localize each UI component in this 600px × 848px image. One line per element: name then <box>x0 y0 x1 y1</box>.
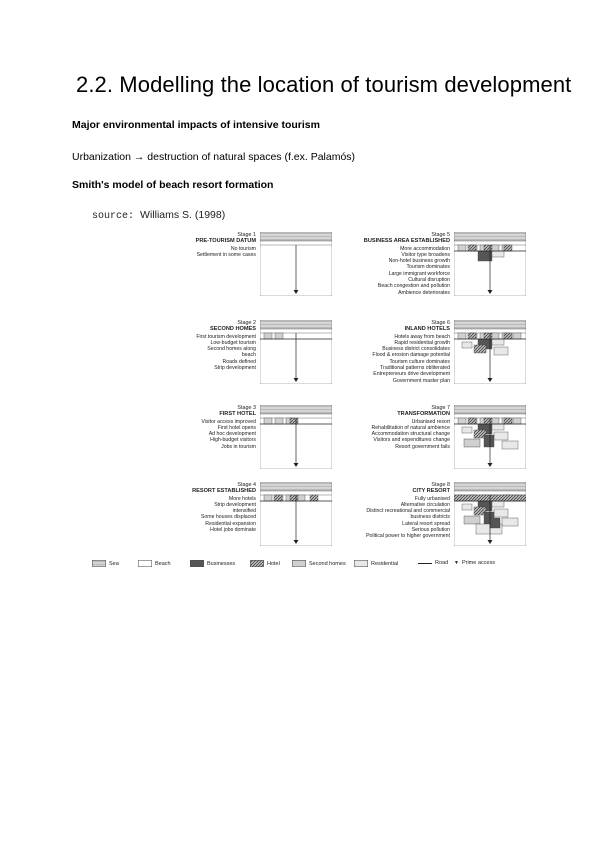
second-homes-block <box>491 333 499 339</box>
stage-line: Tourism dominates <box>406 264 450 271</box>
hotel-block <box>504 418 512 424</box>
stage-line: intensified <box>232 508 256 515</box>
section-heading-impacts: Major environmental impacts of intensive tourism <box>72 119 320 131</box>
stage-description <box>106 405 256 450</box>
stage-number: Stage 4 <box>237 482 256 488</box>
stage-map <box>454 482 526 546</box>
second-homes-block <box>491 245 499 251</box>
stage-line: Alternative circulation <box>400 501 450 508</box>
stage-line: Non-hotel business growth <box>388 258 450 265</box>
second-homes-block <box>264 495 272 501</box>
business-block <box>484 435 494 447</box>
stage-line: High-budget visitors <box>210 437 256 444</box>
residential-block <box>492 424 504 430</box>
stage-line: No tourism <box>230 245 256 252</box>
stage-description <box>300 405 450 450</box>
second-homes-block <box>458 245 466 251</box>
stage-line: Visitor access improved <box>201 418 256 425</box>
residential-block <box>462 427 472 433</box>
residential-block <box>492 251 504 257</box>
hotel-block <box>504 245 512 251</box>
figure-source <box>92 209 225 222</box>
residential-block <box>502 441 518 449</box>
stage-number: Stage 5 <box>431 232 450 238</box>
figure-legend <box>92 560 512 572</box>
stage-line: Jobs in tourism <box>221 443 256 450</box>
second-homes-block <box>275 418 283 424</box>
second-homes-block <box>491 418 499 424</box>
legend-label: Residential <box>371 560 399 567</box>
legend-item-hotel <box>250 560 280 567</box>
residential-block <box>462 504 472 510</box>
stage-line: First hotel opens <box>217 424 256 431</box>
second-homes-block <box>513 333 521 339</box>
page-title: 2.2. Modelling the location of tourism development <box>76 72 572 97</box>
legend-label: Second homes <box>309 560 346 567</box>
sea-band <box>454 232 526 241</box>
legend-label: Road <box>435 560 449 566</box>
section-heading-model: Smith's model of beach resort formation <box>72 179 274 191</box>
stage-line: Some houses displaced <box>200 514 256 521</box>
hotel-block <box>468 245 476 251</box>
stage-line: beach <box>241 352 256 359</box>
stage-line: Resort government fails <box>395 443 450 450</box>
source-value: Williams S. (1998) <box>140 209 226 221</box>
legend-label: Hotel <box>267 560 280 567</box>
residential-block <box>494 347 508 355</box>
stage-line: Tourism culture dominates <box>389 358 450 365</box>
business-block <box>490 518 500 528</box>
stage-line: Hotels away from beach <box>394 333 450 340</box>
stage-line: Roads defined <box>222 358 256 365</box>
stage-line: More hotels <box>228 495 256 502</box>
stage-line: First tourism development <box>196 333 256 340</box>
legend-item-access <box>454 560 495 566</box>
stage-number: Stage 7 <box>431 405 450 411</box>
stage-line: Residential expansion <box>205 520 256 527</box>
stage-line: business districts <box>410 514 450 521</box>
stage-line: Second homes along <box>207 346 256 353</box>
stage-number: Stage 2 <box>237 320 256 326</box>
stage-line: Business district consolidates <box>382 346 450 353</box>
residential-block <box>462 342 472 348</box>
stage-line: Visitor type broadens <box>401 251 450 258</box>
beach-band <box>454 241 526 245</box>
legend-label: Prime access <box>461 560 495 566</box>
legend-swatch: ▼ <box>454 560 459 566</box>
second-homes-block <box>464 439 480 447</box>
second-homes-block <box>458 418 466 424</box>
stage-line: Government master plan <box>392 377 450 384</box>
legend-item-beach <box>138 560 171 567</box>
stage-title: PRE-TOURISM DATUM <box>195 238 256 245</box>
stage-title: BUSINESS AREA ESTABLISHED <box>363 238 450 245</box>
beach-band <box>454 491 526 495</box>
hotel-block <box>468 333 476 339</box>
stage-line: Ambience deteriorates <box>398 289 450 296</box>
stage-description <box>300 482 450 540</box>
stage-title: INLAND HOTELS <box>404 326 450 333</box>
stage-line: Visitors and expenditures change <box>373 437 450 444</box>
stage-line: Strip development <box>214 501 256 508</box>
stage-line: Large immigrant workforce <box>388 270 450 277</box>
stage-line: Accommodation structural change <box>371 431 450 438</box>
hotel-block <box>468 418 476 424</box>
stage-number: Stage 1 <box>237 232 256 238</box>
stage-line: Entrepreneurs drive development <box>373 371 450 378</box>
legend-swatch <box>190 560 204 567</box>
stage-number: Stage 6 <box>431 320 450 326</box>
stage-map <box>454 320 526 384</box>
stage-description <box>106 232 256 258</box>
legend-item-second <box>292 560 346 567</box>
legend-swatch <box>418 563 432 564</box>
stage-title: SECOND HOMES <box>210 326 256 333</box>
stage-title: CITY RESORT <box>412 488 450 495</box>
stage-line: Serious pollution <box>411 527 450 534</box>
hotel-block <box>274 495 282 501</box>
source-label: source: <box>92 211 135 222</box>
residential-block <box>492 339 504 345</box>
legend-item-road <box>418 560 448 566</box>
stage-title: RESORT ESTABLISHED <box>192 488 256 495</box>
stage-line: Strip development <box>214 365 256 372</box>
hotel-block <box>484 245 492 251</box>
second-homes-block <box>275 333 283 339</box>
second-homes-block <box>464 516 480 524</box>
legend-item-sea <box>92 560 119 567</box>
stage-line: Distinct recreational and commercial <box>366 508 450 515</box>
stage-line: Traditional patterns obliterated <box>380 365 450 372</box>
legend-item-business <box>190 560 235 567</box>
stage-title: FIRST HOTEL <box>219 411 256 418</box>
second-homes-block <box>264 333 272 339</box>
hotel-block <box>484 333 492 339</box>
legend-swatch <box>92 560 106 567</box>
legend-item-residential <box>354 560 398 567</box>
residential-block <box>502 518 518 526</box>
stage-line: Beach congestion and pollution <box>377 283 450 290</box>
stage-line: Rapid residential growth <box>394 339 450 346</box>
stage-panel <box>286 232 526 312</box>
stage-line: Fully urbanised <box>414 495 450 502</box>
stage-line: Urbanised resort <box>411 418 450 425</box>
hotel-block <box>484 418 492 424</box>
sea-band <box>454 482 526 491</box>
beach-band <box>454 329 526 333</box>
urbanization-text: Urbanization → destruction of natural spaces (f.ex. Palamós) <box>72 151 356 163</box>
legend-label: Beach <box>155 560 171 567</box>
residential-block <box>494 509 508 517</box>
second-homes-block <box>264 418 272 424</box>
hotel-block <box>504 333 512 339</box>
legend-swatch <box>138 560 152 567</box>
hotel-block <box>474 345 486 353</box>
stage-number: Stage 3 <box>237 405 256 411</box>
stage-line: Settlement in some cases <box>196 251 256 258</box>
stage-line: Lateral resort spread <box>402 520 450 527</box>
beach-band <box>454 414 526 418</box>
stage-description <box>106 320 256 371</box>
legend-label: Sea <box>109 560 119 567</box>
stage-title: TRANSFORMATION <box>397 411 450 418</box>
stage-panel <box>286 482 526 562</box>
stage-number: Stage 8 <box>431 482 450 488</box>
stage-line: Cultural disruption <box>408 277 450 284</box>
legend-swatch <box>292 560 306 567</box>
legend-label: Businesses <box>207 560 236 567</box>
stage-line: Flood & erosion damage potential <box>372 352 450 359</box>
stage-map <box>454 232 526 296</box>
stage-description <box>300 320 450 384</box>
sea-band <box>454 405 526 414</box>
stage-line: Political power to higher government <box>366 533 450 540</box>
legend-swatch <box>354 560 368 567</box>
stage-map <box>454 405 526 469</box>
stage-line: Hotel jobs dominate <box>210 527 256 534</box>
stage-panel <box>286 320 526 400</box>
stage-line: Ad hoc development <box>208 431 256 438</box>
second-homes-block <box>513 418 521 424</box>
stage-description <box>106 482 256 533</box>
stage-description <box>300 232 450 296</box>
stage-line: More accommodation <box>400 245 450 252</box>
legend-swatch <box>250 560 264 567</box>
residential-block <box>492 501 504 507</box>
second-homes-block <box>458 333 466 339</box>
stage-line: Rehabilitation of natural ambience <box>371 424 450 431</box>
stage-panel <box>286 405 526 485</box>
residential-block <box>494 432 508 440</box>
sea-band <box>454 320 526 329</box>
stage-line: Low-budget tourism <box>210 339 256 346</box>
